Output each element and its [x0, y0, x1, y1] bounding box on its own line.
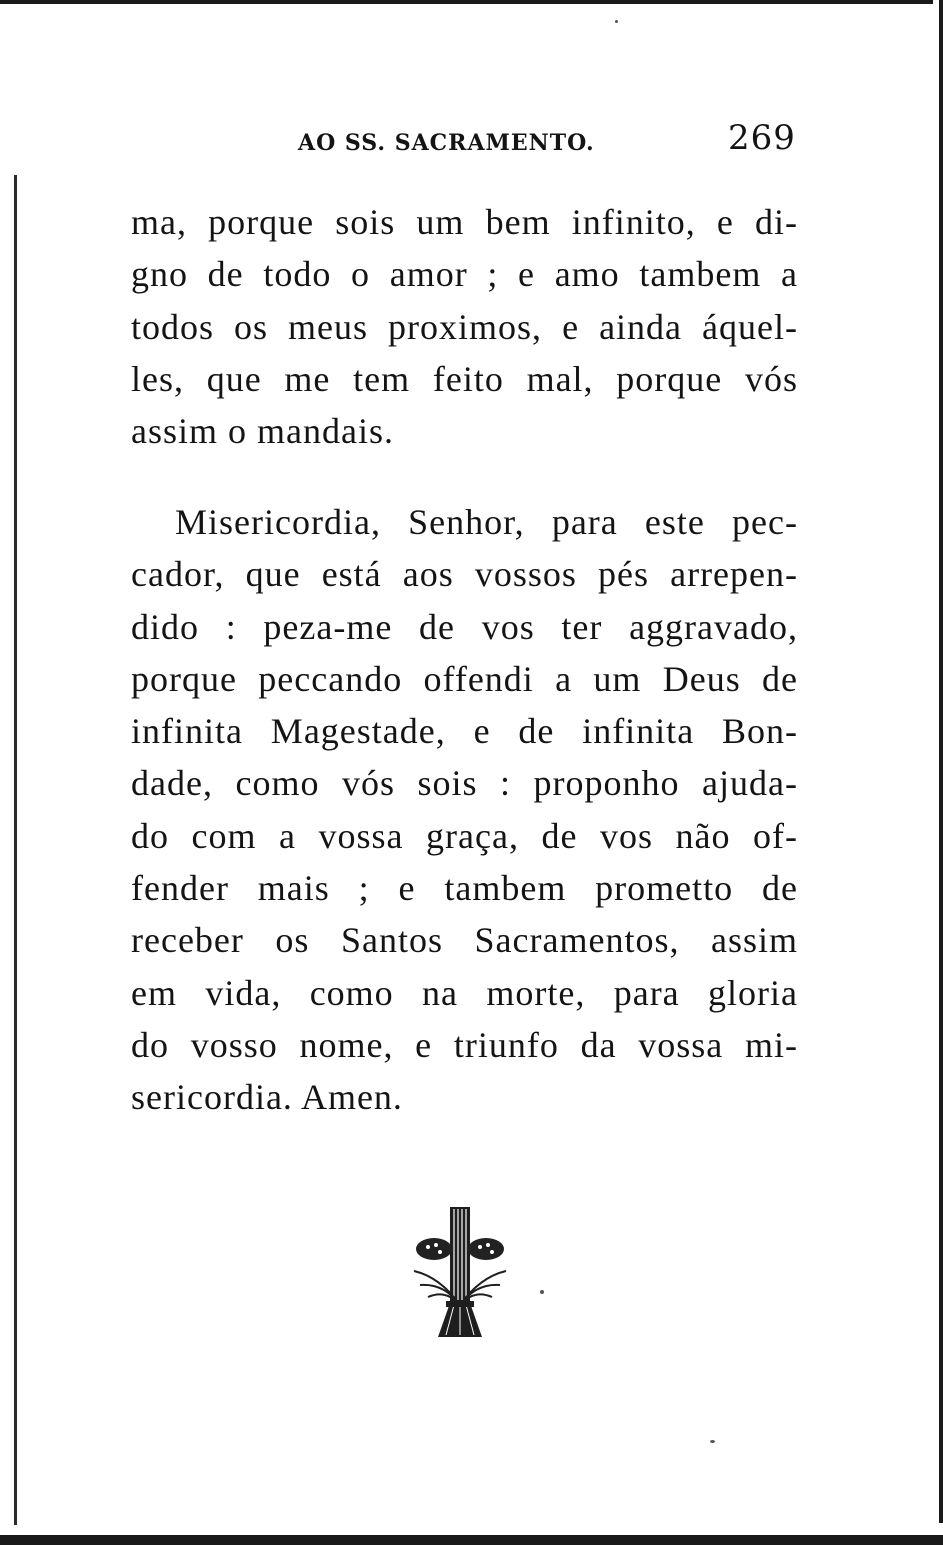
scan-edge-right: [933, 0, 943, 1545]
text-line: cador, que está aos vossos pés arrepen-: [131, 554, 798, 595]
paragraph-1: [131, 196, 798, 457]
running-title: AO SS. SACRAMENTO.: [298, 130, 595, 156]
text-line: dade, como vós sois : proponho ajuda-: [131, 763, 798, 804]
print-speck: [615, 20, 618, 23]
text-line: dido : peza-me de vos ter aggravado,: [131, 606, 798, 647]
text-line: infinita Magestade, e de infinita Bon-: [131, 711, 798, 752]
text-line: do vosso nome, e triunfo da vossa mi-: [131, 1024, 798, 1065]
text-line: fender mais ; e tambem prometto de: [131, 868, 798, 909]
page-number: 269: [728, 118, 796, 158]
text-line: receber os Santos Sacramentos, assim: [131, 920, 798, 961]
scan-edge-top: [0, 0, 943, 12]
scan-edge-left: [14, 175, 17, 1525]
text-line: gno de todo o amor ; e amo tambem a: [131, 254, 798, 295]
text-line: todos os meus proximos, e ainda áquel-: [131, 306, 798, 347]
text-line: do com a vossa graça, de vos não of-: [131, 815, 798, 856]
text-line: assim o mandais.: [131, 411, 394, 452]
scan-edge-bottom: [0, 1523, 943, 1545]
print-speck: [540, 1290, 544, 1294]
text-line: ma, porque sois um bem infinito, e di-: [131, 202, 798, 242]
cross-with-wheat-sheaf-icon: [410, 1205, 510, 1340]
print-speck: [710, 1440, 715, 1443]
text-line: Misericordia, Senhor, para este pec-: [175, 502, 798, 542]
paragraph-2: [131, 496, 798, 1124]
text-line: sericordia. Amen.: [131, 1077, 403, 1118]
text-line: em vida, como na morte, para gloria: [131, 972, 798, 1013]
text-line: porque peccando offendi a um Deus de: [131, 658, 798, 699]
running-head: [0, 118, 943, 168]
text-line: les, que me tem feito mal, porque vós: [131, 358, 798, 399]
